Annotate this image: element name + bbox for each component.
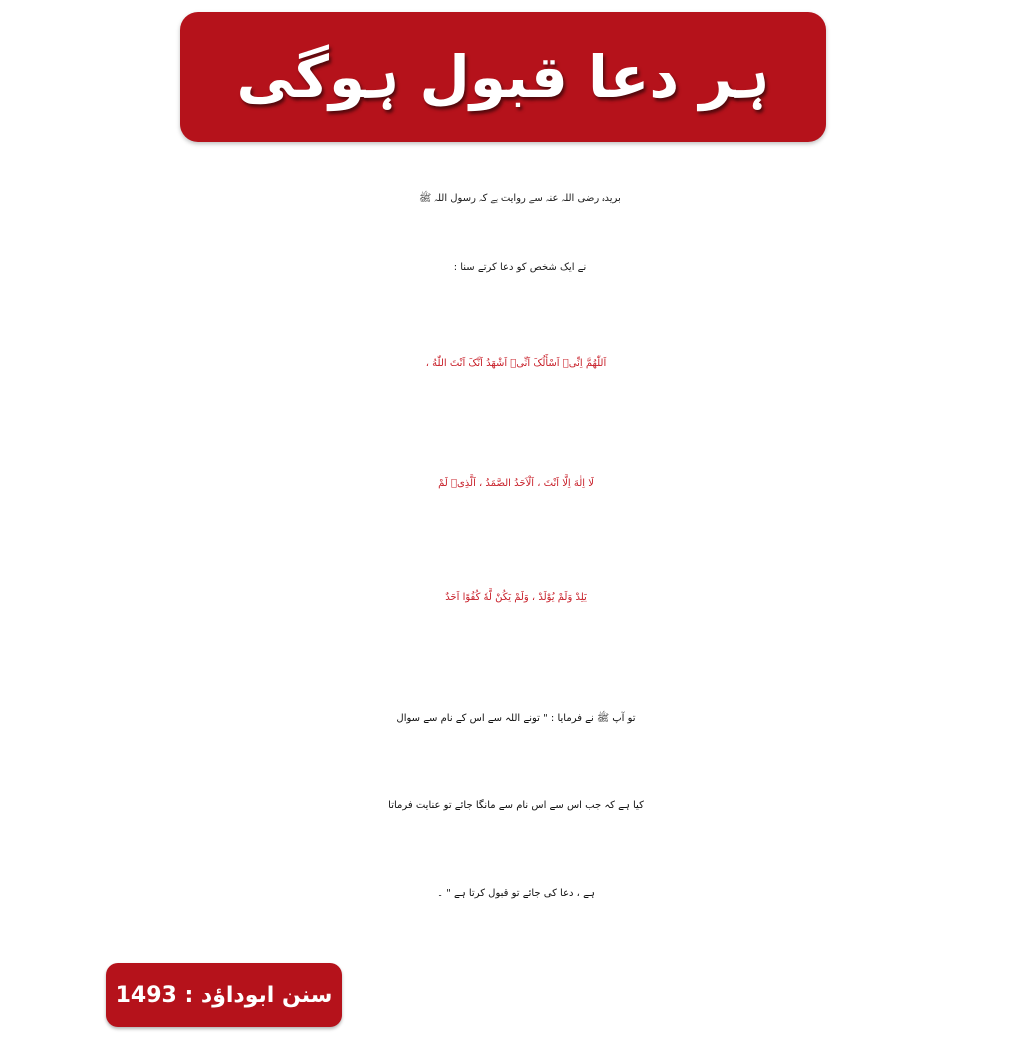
title-banner [180,12,826,142]
narration-line-1: بریدہ رضی اللہ عنہ سے روایت ہے کہ رسول اللہ ﷺ [419,193,621,204]
page-title: ہر دعا قبول ہوگی [236,43,770,111]
dua-line-1: اَللّٰھُمَّ اِنِّیۡ اَسْأَلُکَ اَنِّیۡ اَشْھَدُ اَنَّکَ اَنْتَ اللّٰهُ ، [425,358,607,369]
dua-line-2: لَا اِلٰهَ اِلَّا اَنْتَ ، اَلْاَحَدُ الصَّمَدُ ، اَلَّذِیۡ لَمْ [438,478,594,489]
narration-line-2: نے ایک شخص کو دعا کرتے سنا : [453,262,587,273]
saying-line-3: ہے ، دعا کی جائے تو قبول کرتا ہے " ۔ [437,888,595,899]
saying-line-2: کیا ہے کہ جب اس سے اس نام سے مانگا جائے تو عنایت فرماتا [388,800,644,811]
reference-text: سنن ابوداؤد : 1493 [115,982,333,1008]
reference-badge [106,963,342,1027]
dua-line-3: یَلِدْ وَلَمْ یُوْلَدْ ، وَلَمْ یَکُنْ لَّهٗ کُفُوًا اَحَدٌ [445,592,587,603]
saying-line-1: تو آپ ﷺ نے فرمایا : " تونے اللہ سے اس کے نام سے سوال [396,713,636,724]
